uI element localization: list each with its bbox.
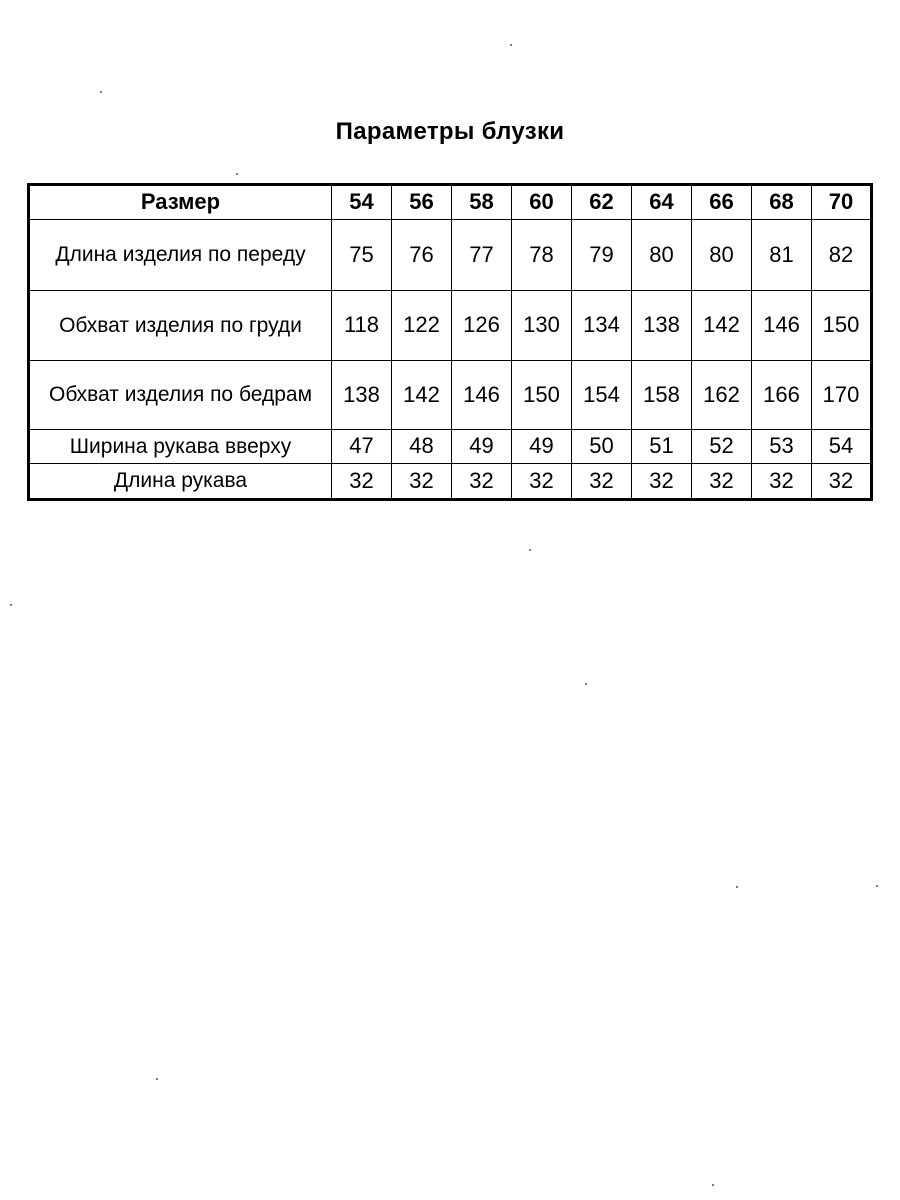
value-cell: 150 — [512, 361, 572, 430]
value-cell: 48 — [392, 430, 452, 464]
value-cell: 126 — [452, 291, 512, 361]
value-cell: 130 — [512, 291, 572, 361]
size-header-cell: 70 — [812, 185, 872, 220]
scan-speck — [10, 604, 12, 606]
value-cell: 32 — [752, 464, 812, 500]
table-row — [29, 464, 872, 500]
value-cell: 32 — [332, 464, 392, 500]
table-row — [29, 430, 872, 464]
scan-speck — [510, 44, 512, 46]
value-cell: 78 — [512, 220, 572, 291]
value-cell: 79 — [572, 220, 632, 291]
table-row — [29, 361, 872, 430]
row-label-cell: Длина изделия по переду — [29, 220, 332, 291]
size-header-cell: 64 — [632, 185, 692, 220]
value-cell: 47 — [332, 430, 392, 464]
size-header-cell: 54 — [332, 185, 392, 220]
value-cell: 32 — [692, 464, 752, 500]
value-cell: 80 — [632, 220, 692, 291]
value-cell: 150 — [812, 291, 872, 361]
value-cell: 162 — [692, 361, 752, 430]
scan-speck — [156, 1078, 158, 1080]
value-cell: 146 — [452, 361, 512, 430]
value-cell: 75 — [332, 220, 392, 291]
value-cell: 32 — [392, 464, 452, 500]
value-cell: 82 — [812, 220, 872, 291]
size-header-cell: 58 — [452, 185, 512, 220]
value-cell: 158 — [632, 361, 692, 430]
value-cell: 170 — [812, 361, 872, 430]
value-cell: 138 — [632, 291, 692, 361]
scan-speck — [236, 173, 238, 175]
value-cell: 77 — [452, 220, 512, 291]
value-cell: 154 — [572, 361, 632, 430]
size-header-cell: 66 — [692, 185, 752, 220]
value-cell: 32 — [572, 464, 632, 500]
scan-speck — [712, 1184, 714, 1186]
value-cell: 51 — [632, 430, 692, 464]
row-label-cell: Обхват изделия по бедрам — [29, 361, 332, 430]
scan-speck — [529, 549, 531, 551]
value-cell: 49 — [512, 430, 572, 464]
row-label-cell: Ширина рукава вверху — [29, 430, 332, 464]
value-cell: 138 — [332, 361, 392, 430]
scan-speck — [876, 885, 878, 887]
value-cell: 146 — [752, 291, 812, 361]
value-cell: 166 — [752, 361, 812, 430]
header-row — [29, 185, 872, 220]
table-row — [29, 291, 872, 361]
value-cell: 134 — [572, 291, 632, 361]
value-cell: 32 — [512, 464, 572, 500]
table-row — [29, 220, 872, 291]
value-cell: 52 — [692, 430, 752, 464]
value-cell: 54 — [812, 430, 872, 464]
scan-speck — [100, 91, 102, 93]
size-header-cell: 68 — [752, 185, 812, 220]
size-header-cell: 60 — [512, 185, 572, 220]
value-cell: 50 — [572, 430, 632, 464]
value-cell: 142 — [392, 361, 452, 430]
value-cell: 142 — [692, 291, 752, 361]
value-cell: 76 — [392, 220, 452, 291]
value-cell: 81 — [752, 220, 812, 291]
size-header-cell: 56 — [392, 185, 452, 220]
scan-speck — [585, 683, 587, 685]
value-cell: 49 — [452, 430, 512, 464]
row-label-cell: Обхват изделия по груди — [29, 291, 332, 361]
value-cell: 32 — [632, 464, 692, 500]
size-header-cell: 62 — [572, 185, 632, 220]
row-label-cell: Длина рукава — [29, 464, 332, 500]
size-chart-table — [27, 183, 873, 501]
value-cell: 80 — [692, 220, 752, 291]
value-cell: 53 — [752, 430, 812, 464]
page-title: Параметры блузки — [335, 118, 565, 145]
value-cell: 32 — [452, 464, 512, 500]
value-cell: 122 — [392, 291, 452, 361]
value-cell: 118 — [332, 291, 392, 361]
header-label-cell: Размер — [29, 185, 332, 220]
scan-speck — [736, 886, 738, 888]
value-cell: 32 — [812, 464, 872, 500]
